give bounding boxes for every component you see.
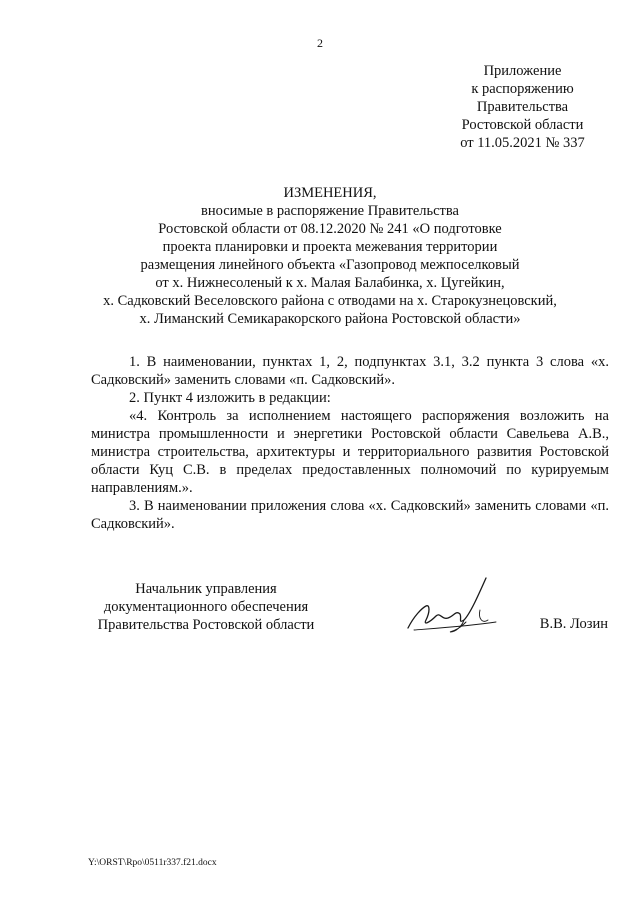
page-number: 2 [317,36,323,50]
body-paragraph-3: «4. Контроль за исполнением настоящего распоряжения возложить на министра промышленности и энергетики Ростовской области Савельева А.В., министра строительства, архитектуры и территориального развития Ростовской области Куц С.В. в пределах предоставленных полномочий по курируемым направлениям.». [91,408,609,496]
body-paragraph-2: 2. Пункт 4 изложить в редакции: [129,390,331,406]
heading-line: проекта планировки и проекта межевания территории [162,239,498,255]
heading-line: х. Лиманский Семикаракорского района Ростовской области» [139,311,521,327]
appendix-line: от 11.05.2021 № 337 [460,135,585,151]
body-paragraph-1: 1. В наименовании, пунктах 1, 2, подпунктах 3.1, 3.2 пункта 3 слова «х. Садковский» заменить словами «п. Садковский». [91,354,609,388]
heading-line: от х. Нижнесоленый к х. Малая Балабинка, х. Цугейкин, [155,275,505,291]
heading-line: Ростовской области от 08.12.2020 № 241 «О подготовке [158,221,502,237]
document-body [91,353,609,533]
position-line: Начальник управления [135,581,277,597]
footer-file-path: Y:\ORST\Rpo\0511r337.f21.docx [88,858,217,868]
heading-line: размещения линейного объекта «Газопровод межпоселковый [140,257,520,273]
appendix-line: Правительства [476,99,569,115]
signatory-name: В.В. Лозин [539,616,608,632]
handwritten-signature [400,570,500,640]
signatory-position [91,580,321,634]
appendix-line: Приложение [483,63,562,79]
appendix-line: к распоряжению [471,81,574,97]
body-paragraph-4: 3. В наименовании приложения слова «х. Садковский» заменить словами «п. Садковский». [91,498,609,532]
position-line: Правительства Ростовской области [97,617,315,633]
position-line: документационного обеспечения [103,599,309,615]
document-heading [60,184,600,328]
appendix-line: Ростовской области [461,117,584,133]
heading-line: вносимые в распоряжение Правительства [200,203,459,219]
heading-line: х. Садковский Веселовского района с отводами на х. Старокузнецовский, [103,293,557,309]
appendix-block [440,62,605,152]
heading-title: ИЗМЕНЕНИЯ, [283,185,377,201]
